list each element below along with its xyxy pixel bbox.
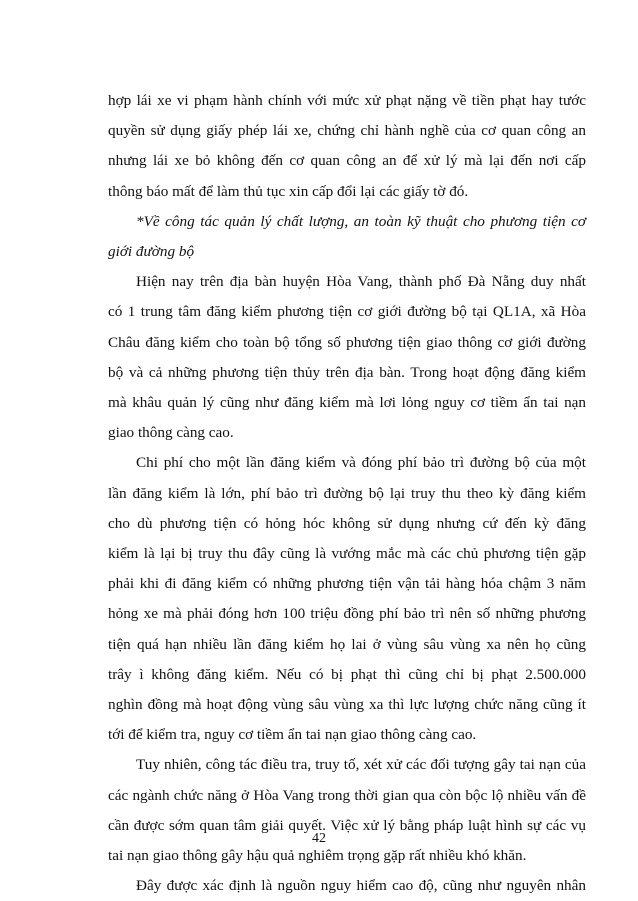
text-line: có 1 trung tâm đăng kiểm phương tiện cơ giới đường bộ tại QL1A, xã Hòa: [108, 303, 586, 321]
text-line: cần được sớm quan tâm giải quyết. Việc xử lý bằng pháp luật hình sự các vụ: [108, 816, 586, 834]
text-line: quyền sử dụng giấy phép lái xe, chứng chỉ hành nghề của cơ quan công an: [108, 122, 586, 140]
text-line: hỏng xe mà phải đóng hơn 100 triệu đồng phí bảo trì nên số những phương: [108, 605, 586, 623]
text-line: Hiện nay trên địa bàn huyện Hòa Vang, thành phố Đà Nẵng duy nhất: [136, 273, 586, 291]
text-line: Chi phí cho một lần đăng kiểm và đóng phí bảo trì đường bộ của một: [136, 454, 586, 472]
text-line: kiểm là lại bị truy thu đây cũng là vướng mắc mà các chủ phương tiện gặp: [108, 545, 586, 563]
text-line: thông báo mất để làm thủ tục xin cấp đổi lại các giấy tờ đó.: [108, 182, 469, 200]
text-line: mà khâu quản lý cũng như đăng kiểm mà lơi lỏng nguy cơ tiềm ẩn tai nạn: [108, 394, 586, 412]
text-line: các ngành chức năng ở Hòa Vang trong thời gian qua còn bộc lộ nhiều vấn đề: [108, 786, 586, 804]
text-line: cho dù phương tiện có hỏng hóc không sử dụng nhưng cứ đến kỳ đăng: [108, 514, 586, 532]
text-line: Đây được xác định là nguồn nguy hiểm cao độ, cũng như nguyên nhân: [136, 877, 586, 895]
text-line: hợp lái xe vi phạm hành chính với mức xử phạt nặng về tiền phạt hay tước: [108, 92, 586, 109]
heading-line: giới đường bộ: [108, 243, 195, 261]
paragraph-inspection-costs: [108, 448, 586, 750]
text-line: nghìn đồng mà hoạt động vùng sâu vùng xa thì lực lượng chức năng cũng ít: [108, 696, 586, 714]
text-line: tiện quá hạn nhiều lần đăng kiểm họ lai ở vùng sâu vùng xa nên họ cũng: [108, 635, 586, 653]
paragraph-investigation: [108, 750, 586, 871]
text-line: lần đăng kiểm là lớn, phí bảo trì đường bộ lại truy thu theo kỳ đăng kiểm: [108, 484, 586, 502]
document-body: [108, 86, 586, 901]
section-heading-quality-management: [108, 207, 586, 267]
text-line: bộ và cả những phương tiện thủy trên địa bàn. Trong hoạt động đăng kiểm: [108, 363, 586, 381]
text-line: trây ì không đăng kiểm. Nếu có bị phạt thì cũng chỉ bị phạt 2.500.000: [108, 665, 586, 683]
text-line: tới để kiểm tra, nguy cơ tiềm ẩn tai nạn giao thông càng cao.: [108, 726, 477, 744]
paragraph-inspection-center: [108, 267, 586, 448]
text-line: Châu đăng kiểm cho toàn bộ tổng số phương tiện giao thông cơ giới đường: [108, 333, 586, 351]
text-line: nhưng lái xe bỏ không đến cơ quan công an để xử lý mà lại đến nơi cấp: [108, 152, 586, 170]
text-line: tai nạn giao thông gây hậu quả nghiêm trọng gặp rất nhiều khó khăn.: [108, 847, 527, 865]
paragraph-danger-source: [108, 871, 586, 901]
page-number: 42: [312, 831, 326, 846]
text-line: giao thông càng cao.: [108, 424, 234, 442]
heading-line: *Về công tác quản lý chất lượng, an toàn kỹ thuật cho phương tiện cơ: [136, 212, 586, 230]
text-line: phải khi đi đăng kiểm có những phương tiện vận tải hàng hóa chậm 3 năm: [108, 575, 586, 593]
text-line: Tuy nhiên, công tác điều tra, truy tố, xét xử các đối tượng gây tai nạn của: [136, 756, 586, 774]
paragraph-license-violation: [108, 86, 586, 207]
